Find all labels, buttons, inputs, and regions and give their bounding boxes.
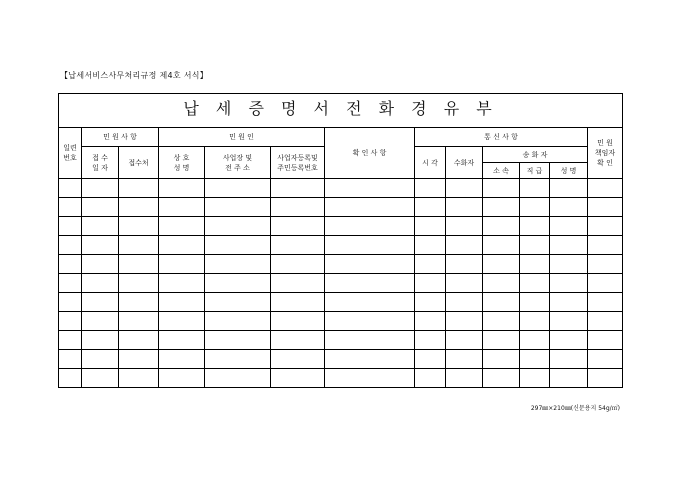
blank-cell[interactable] [271, 217, 325, 236]
blank-cell[interactable] [82, 217, 119, 236]
ledger-title: 납 세 증 명 서 전 화 경 유 부 [183, 99, 498, 118]
blank-cell[interactable] [550, 274, 588, 293]
name-header: 성 명 [550, 163, 588, 179]
blank-cell[interactable] [588, 255, 623, 274]
blank-cell[interactable] [59, 198, 82, 217]
blank-cell[interactable] [415, 331, 446, 350]
blank-cell[interactable] [550, 312, 588, 331]
caller-header: 수화자 [446, 147, 483, 179]
blank-cell[interactable] [205, 217, 271, 236]
blank-cell[interactable] [415, 312, 446, 331]
blank-cell[interactable] [82, 331, 119, 350]
blank-cell[interactable] [205, 179, 271, 198]
table-row [59, 312, 623, 331]
blank-cell[interactable] [119, 350, 159, 369]
blank-cell[interactable] [483, 179, 520, 198]
civil-matters-header: 민 원 사 항 [82, 128, 159, 147]
blank-cell[interactable] [550, 331, 588, 350]
blank-cell[interactable] [588, 236, 623, 255]
blank-cell[interactable] [446, 293, 483, 312]
blank-cell[interactable] [446, 198, 483, 217]
blank-cell[interactable] [119, 274, 159, 293]
blank-cell[interactable] [588, 179, 623, 198]
blank-cell[interactable] [325, 179, 415, 198]
business-reg-header: 사업자등록및 주민등록번호 [271, 147, 325, 179]
blank-cell[interactable] [271, 331, 325, 350]
blank-cell[interactable] [446, 369, 483, 388]
blank-cell[interactable] [483, 312, 520, 331]
blank-cell[interactable] [446, 217, 483, 236]
blank-cell[interactable] [119, 312, 159, 331]
blank-cell[interactable] [59, 274, 82, 293]
blank-cell[interactable] [159, 236, 205, 255]
blank-cell[interactable] [588, 331, 623, 350]
blank-cell[interactable] [588, 293, 623, 312]
blank-cell[interactable] [59, 217, 82, 236]
blank-cell[interactable] [271, 236, 325, 255]
blank-cell[interactable] [271, 369, 325, 388]
blank-cell[interactable] [520, 217, 550, 236]
table-row [59, 198, 623, 217]
blank-cell[interactable] [271, 312, 325, 331]
blank-cell[interactable] [205, 312, 271, 331]
blank-cell[interactable] [520, 274, 550, 293]
blank-cell[interactable] [550, 198, 588, 217]
blank-cell[interactable] [59, 350, 82, 369]
blank-cell[interactable] [588, 198, 623, 217]
blank-cell[interactable] [119, 369, 159, 388]
blank-cell[interactable] [483, 369, 520, 388]
position-header: 직 급 [520, 163, 550, 179]
blank-cell[interactable] [119, 198, 159, 217]
verification-header: 확 인 사 항 [325, 128, 415, 179]
blank-cell[interactable] [159, 179, 205, 198]
blank-cell[interactable] [82, 255, 119, 274]
blank-cell[interactable] [159, 293, 205, 312]
table-row [59, 255, 623, 274]
blank-cell[interactable] [325, 236, 415, 255]
blank-cell[interactable] [588, 369, 623, 388]
blank-cell[interactable] [271, 255, 325, 274]
blank-cell[interactable] [520, 312, 550, 331]
blank-cell[interactable] [325, 312, 415, 331]
table-row [59, 274, 623, 293]
receipt-date-header: 접 수 일 자 [82, 147, 119, 179]
blank-cell[interactable] [119, 293, 159, 312]
blank-cell[interactable] [325, 293, 415, 312]
officer-confirm-header: 민 원 책임자 확 인 [588, 128, 623, 179]
blank-cell[interactable] [483, 293, 520, 312]
blank-cell[interactable] [119, 179, 159, 198]
blank-cell[interactable] [415, 369, 446, 388]
blank-cell[interactable] [205, 198, 271, 217]
blank-cell[interactable] [82, 198, 119, 217]
blank-cell[interactable] [483, 236, 520, 255]
data-rows [59, 179, 623, 388]
blank-cell[interactable] [588, 312, 623, 331]
blank-cell[interactable] [159, 198, 205, 217]
blank-cell[interactable] [82, 350, 119, 369]
blank-cell[interactable] [59, 293, 82, 312]
blank-cell[interactable] [325, 198, 415, 217]
blank-cell[interactable] [159, 274, 205, 293]
paper-spec-note: 297㎜×210㎜(신문용지 54g/㎡) [530, 405, 620, 412]
blank-cell[interactable] [520, 350, 550, 369]
blank-cell[interactable] [415, 274, 446, 293]
blank-cell[interactable] [205, 350, 271, 369]
blank-cell[interactable] [59, 312, 82, 331]
blank-cell[interactable] [325, 350, 415, 369]
blank-cell[interactable] [119, 217, 159, 236]
blank-cell[interactable] [588, 350, 623, 369]
blank-cell[interactable] [415, 236, 446, 255]
table-row [59, 369, 623, 388]
blank-cell[interactable] [415, 198, 446, 217]
blank-cell[interactable] [550, 293, 588, 312]
blank-cell[interactable] [119, 255, 159, 274]
blank-cell[interactable] [119, 331, 159, 350]
blank-cell[interactable] [483, 274, 520, 293]
blank-cell[interactable] [550, 236, 588, 255]
blank-cell[interactable] [520, 236, 550, 255]
blank-cell[interactable] [271, 350, 325, 369]
table-row [59, 331, 623, 350]
blank-cell[interactable] [588, 217, 623, 236]
blank-cell[interactable] [119, 236, 159, 255]
call-matters-header: 통 신 사 항 [415, 128, 588, 147]
blank-cell[interactable] [59, 369, 82, 388]
blank-cell[interactable] [205, 236, 271, 255]
blank-cell[interactable] [415, 255, 446, 274]
blank-cell[interactable] [82, 369, 119, 388]
blank-cell[interactable] [520, 255, 550, 274]
blank-cell[interactable] [205, 255, 271, 274]
blank-cell[interactable] [82, 179, 119, 198]
blank-cell[interactable] [271, 198, 325, 217]
blank-cell[interactable] [415, 293, 446, 312]
blank-cell[interactable] [59, 179, 82, 198]
business-address-header: 사업장 및 전 주 소 [205, 147, 271, 179]
form-caption: 【납세서비스사무처리규정 제4호 서식】 [60, 71, 209, 80]
blank-cell[interactable] [271, 179, 325, 198]
blank-cell[interactable] [446, 331, 483, 350]
blank-cell[interactable] [325, 369, 415, 388]
blank-cell[interactable] [205, 293, 271, 312]
blank-cell[interactable] [59, 331, 82, 350]
blank-cell[interactable] [82, 236, 119, 255]
blank-cell[interactable] [159, 369, 205, 388]
blank-cell[interactable] [205, 369, 271, 388]
blank-cell[interactable] [446, 350, 483, 369]
blank-cell[interactable] [205, 274, 271, 293]
blank-cell[interactable] [483, 198, 520, 217]
blank-cell[interactable] [159, 350, 205, 369]
table-row [59, 350, 623, 369]
ledger-table [58, 93, 623, 388]
time-header: 시 각 [415, 147, 446, 179]
blank-cell[interactable] [520, 179, 550, 198]
applicant-header: 민 원 인 [159, 128, 325, 147]
blank-cell[interactable] [550, 217, 588, 236]
table-row [59, 179, 623, 198]
blank-cell[interactable] [446, 236, 483, 255]
serial-header: 일련 번호 [59, 128, 82, 179]
table-row [59, 293, 623, 312]
blank-cell[interactable] [159, 217, 205, 236]
blank-cell[interactable] [415, 179, 446, 198]
blank-cell[interactable] [446, 274, 483, 293]
blank-cell[interactable] [205, 331, 271, 350]
table-row [59, 217, 623, 236]
blank-cell[interactable] [159, 312, 205, 331]
blank-cell[interactable] [271, 293, 325, 312]
blank-cell[interactable] [520, 331, 550, 350]
blank-cell[interactable] [446, 312, 483, 331]
sender-header: 송 화 자 [483, 147, 588, 163]
blank-cell[interactable] [483, 331, 520, 350]
blank-cell[interactable] [82, 274, 119, 293]
blank-cell[interactable] [59, 236, 82, 255]
blank-cell[interactable] [415, 350, 446, 369]
blank-cell[interactable] [271, 274, 325, 293]
blank-cell[interactable] [159, 255, 205, 274]
affiliation-header: 소 속 [483, 163, 520, 179]
trade-name-header: 상 호 성 명 [159, 147, 205, 179]
blank-cell[interactable] [325, 255, 415, 274]
blank-cell[interactable] [82, 293, 119, 312]
blank-cell[interactable] [520, 369, 550, 388]
blank-cell[interactable] [550, 255, 588, 274]
blank-cell[interactable] [588, 274, 623, 293]
blank-cell[interactable] [550, 350, 588, 369]
blank-cell[interactable] [520, 293, 550, 312]
blank-cell[interactable] [159, 331, 205, 350]
blank-cell[interactable] [483, 255, 520, 274]
blank-cell[interactable] [325, 274, 415, 293]
blank-cell[interactable] [446, 179, 483, 198]
blank-cell[interactable] [59, 255, 82, 274]
receiver-header: 접수처 [119, 147, 159, 179]
title-cell [59, 94, 623, 128]
blank-cell[interactable] [446, 255, 483, 274]
blank-cell[interactable] [550, 369, 588, 388]
table-row [59, 236, 623, 255]
blank-cell[interactable] [550, 179, 588, 198]
blank-cell[interactable] [415, 217, 446, 236]
blank-cell[interactable] [325, 217, 415, 236]
blank-cell[interactable] [82, 312, 119, 331]
blank-cell[interactable] [325, 331, 415, 350]
blank-cell[interactable] [483, 350, 520, 369]
blank-cell[interactable] [483, 217, 520, 236]
blank-cell[interactable] [520, 198, 550, 217]
